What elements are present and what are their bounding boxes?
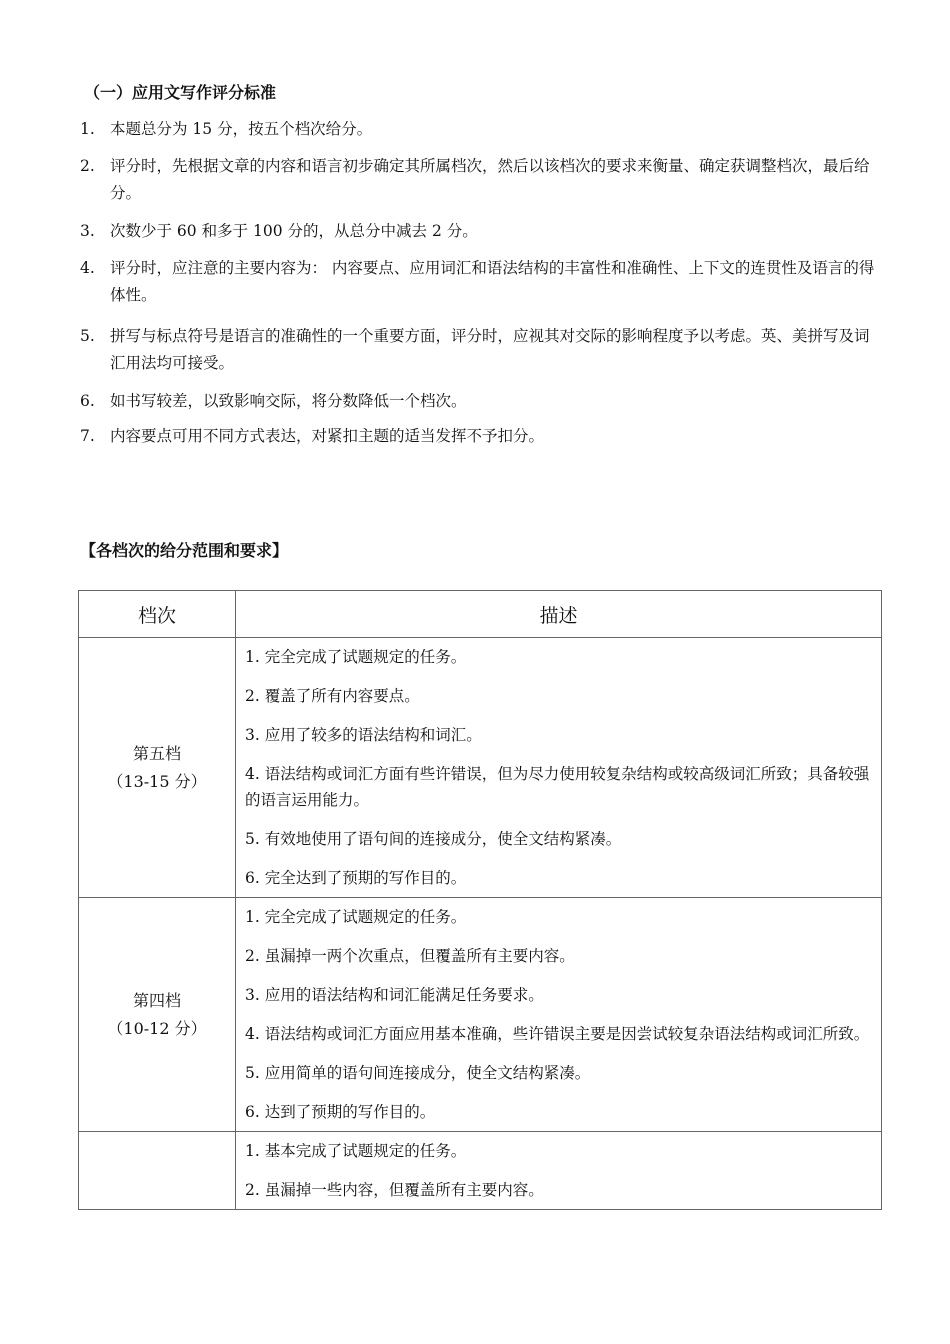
description-item: 3. 应用的语法结构和词汇能满足任务要求。 (245, 986, 544, 1004)
description-item: 2. 覆盖了所有内容要点。 (245, 687, 420, 705)
rule-number: 1. (80, 120, 95, 138)
rule-number: 5. (80, 327, 95, 345)
rule-number: 6. (80, 392, 95, 410)
rule-item (80, 153, 880, 207)
description-item: 2. 虽漏掉一两个次重点，但覆盖所有主要内容。 (245, 947, 575, 965)
description-item: 4. 语法结构或词汇方面应用基本准确，些许错误主要是因尝试较复杂语法结构或词汇所致。 (245, 1025, 870, 1043)
description-cell (236, 898, 882, 1132)
rule-item (80, 218, 880, 245)
table-row (79, 638, 882, 898)
description-item: 1. 基本完成了试题规定的任务。 (245, 1142, 467, 1160)
level-name: 第五档 (132, 743, 181, 763)
rule-text: 本题总分为 15 分，按五个档次给分。 (110, 120, 373, 138)
description-item: 2. 虽漏掉一些内容，但覆盖所有主要内容。 (245, 1181, 544, 1199)
rule-text: 如书写较差，以致影响交际，将分数降低一个档次。 (110, 392, 467, 410)
description-cell (236, 638, 882, 898)
description-item: 1. 完全完成了试题规定的任务。 (245, 648, 467, 666)
section-title: （一）应用文写作评分标准 (84, 83, 277, 102)
rule-item (80, 388, 880, 415)
rule-text: 内容要点可用不同方式表达，对紧扣主题的适当发挥不予扣分。 (110, 427, 545, 445)
level-name: 第四档 (132, 990, 181, 1010)
description-item: 4. 语法结构或词汇方面有些许错误，但为尽力使用较复杂结构或较高级词汇所致；具备较强的语言运用能力。 (245, 765, 870, 809)
description-cell (236, 1132, 882, 1210)
rule-text: 评分时，应注意的主要内容为： 内容要点、应用词汇和语法结构的丰富性和准确性、上下文的连贯性及语言的得体性。 (110, 259, 875, 304)
table-title: 【各档次的给分范围和要求】 (80, 541, 289, 560)
table-row (79, 898, 882, 1132)
description-item: 5. 应用简单的语句间连接成分，使全文结构紧凑。 (245, 1064, 591, 1082)
rule-item (80, 323, 880, 377)
description-item: 3. 应用了较多的语法结构和词汇。 (245, 726, 482, 744)
level-cell (79, 898, 236, 1132)
rule-number: 4. (80, 259, 95, 277)
level-cell (79, 1132, 236, 1210)
rules-list (80, 116, 880, 450)
rule-text: 次数少于 60 和多于 100 分的，从总分中减去 2 分。 (110, 222, 478, 240)
table-row (79, 1132, 882, 1210)
description-item: 5. 有效地使用了语句间的连接成分，使全文结构紧凑。 (245, 830, 622, 848)
rule-text: 拼写与标点符号是语言的准确性的一个重要方面，评分时，应视其对交际的影响程度予以考虑。英、美拼写及词汇用法均可接受。 (110, 327, 870, 372)
rule-number: 7. (80, 427, 95, 445)
rule-number: 2. (80, 157, 95, 175)
rule-item (80, 116, 880, 143)
description-item: 1. 完全完成了试题规定的任务。 (245, 908, 467, 926)
header-description: 描述 (236, 591, 882, 638)
level-range: （10-12 分） (107, 1018, 207, 1038)
description-item: 6. 达到了预期的写作目的。 (245, 1103, 436, 1121)
rule-item (80, 255, 880, 309)
level-range: （13-15 分） (107, 771, 207, 791)
level-cell (79, 638, 236, 898)
header-level: 档次 (79, 591, 236, 638)
table-header-row (79, 591, 882, 638)
rule-text: 评分时，先根据文章的内容和语言初步确定其所属档次，然后以该档次的要求来衡量、确定获调整档次，最后给分。 (110, 157, 870, 202)
grading-table (78, 590, 882, 1210)
rule-number: 3. (80, 222, 95, 240)
rule-item (80, 423, 880, 450)
description-item: 6. 完全达到了预期的写作目的。 (245, 869, 467, 887)
